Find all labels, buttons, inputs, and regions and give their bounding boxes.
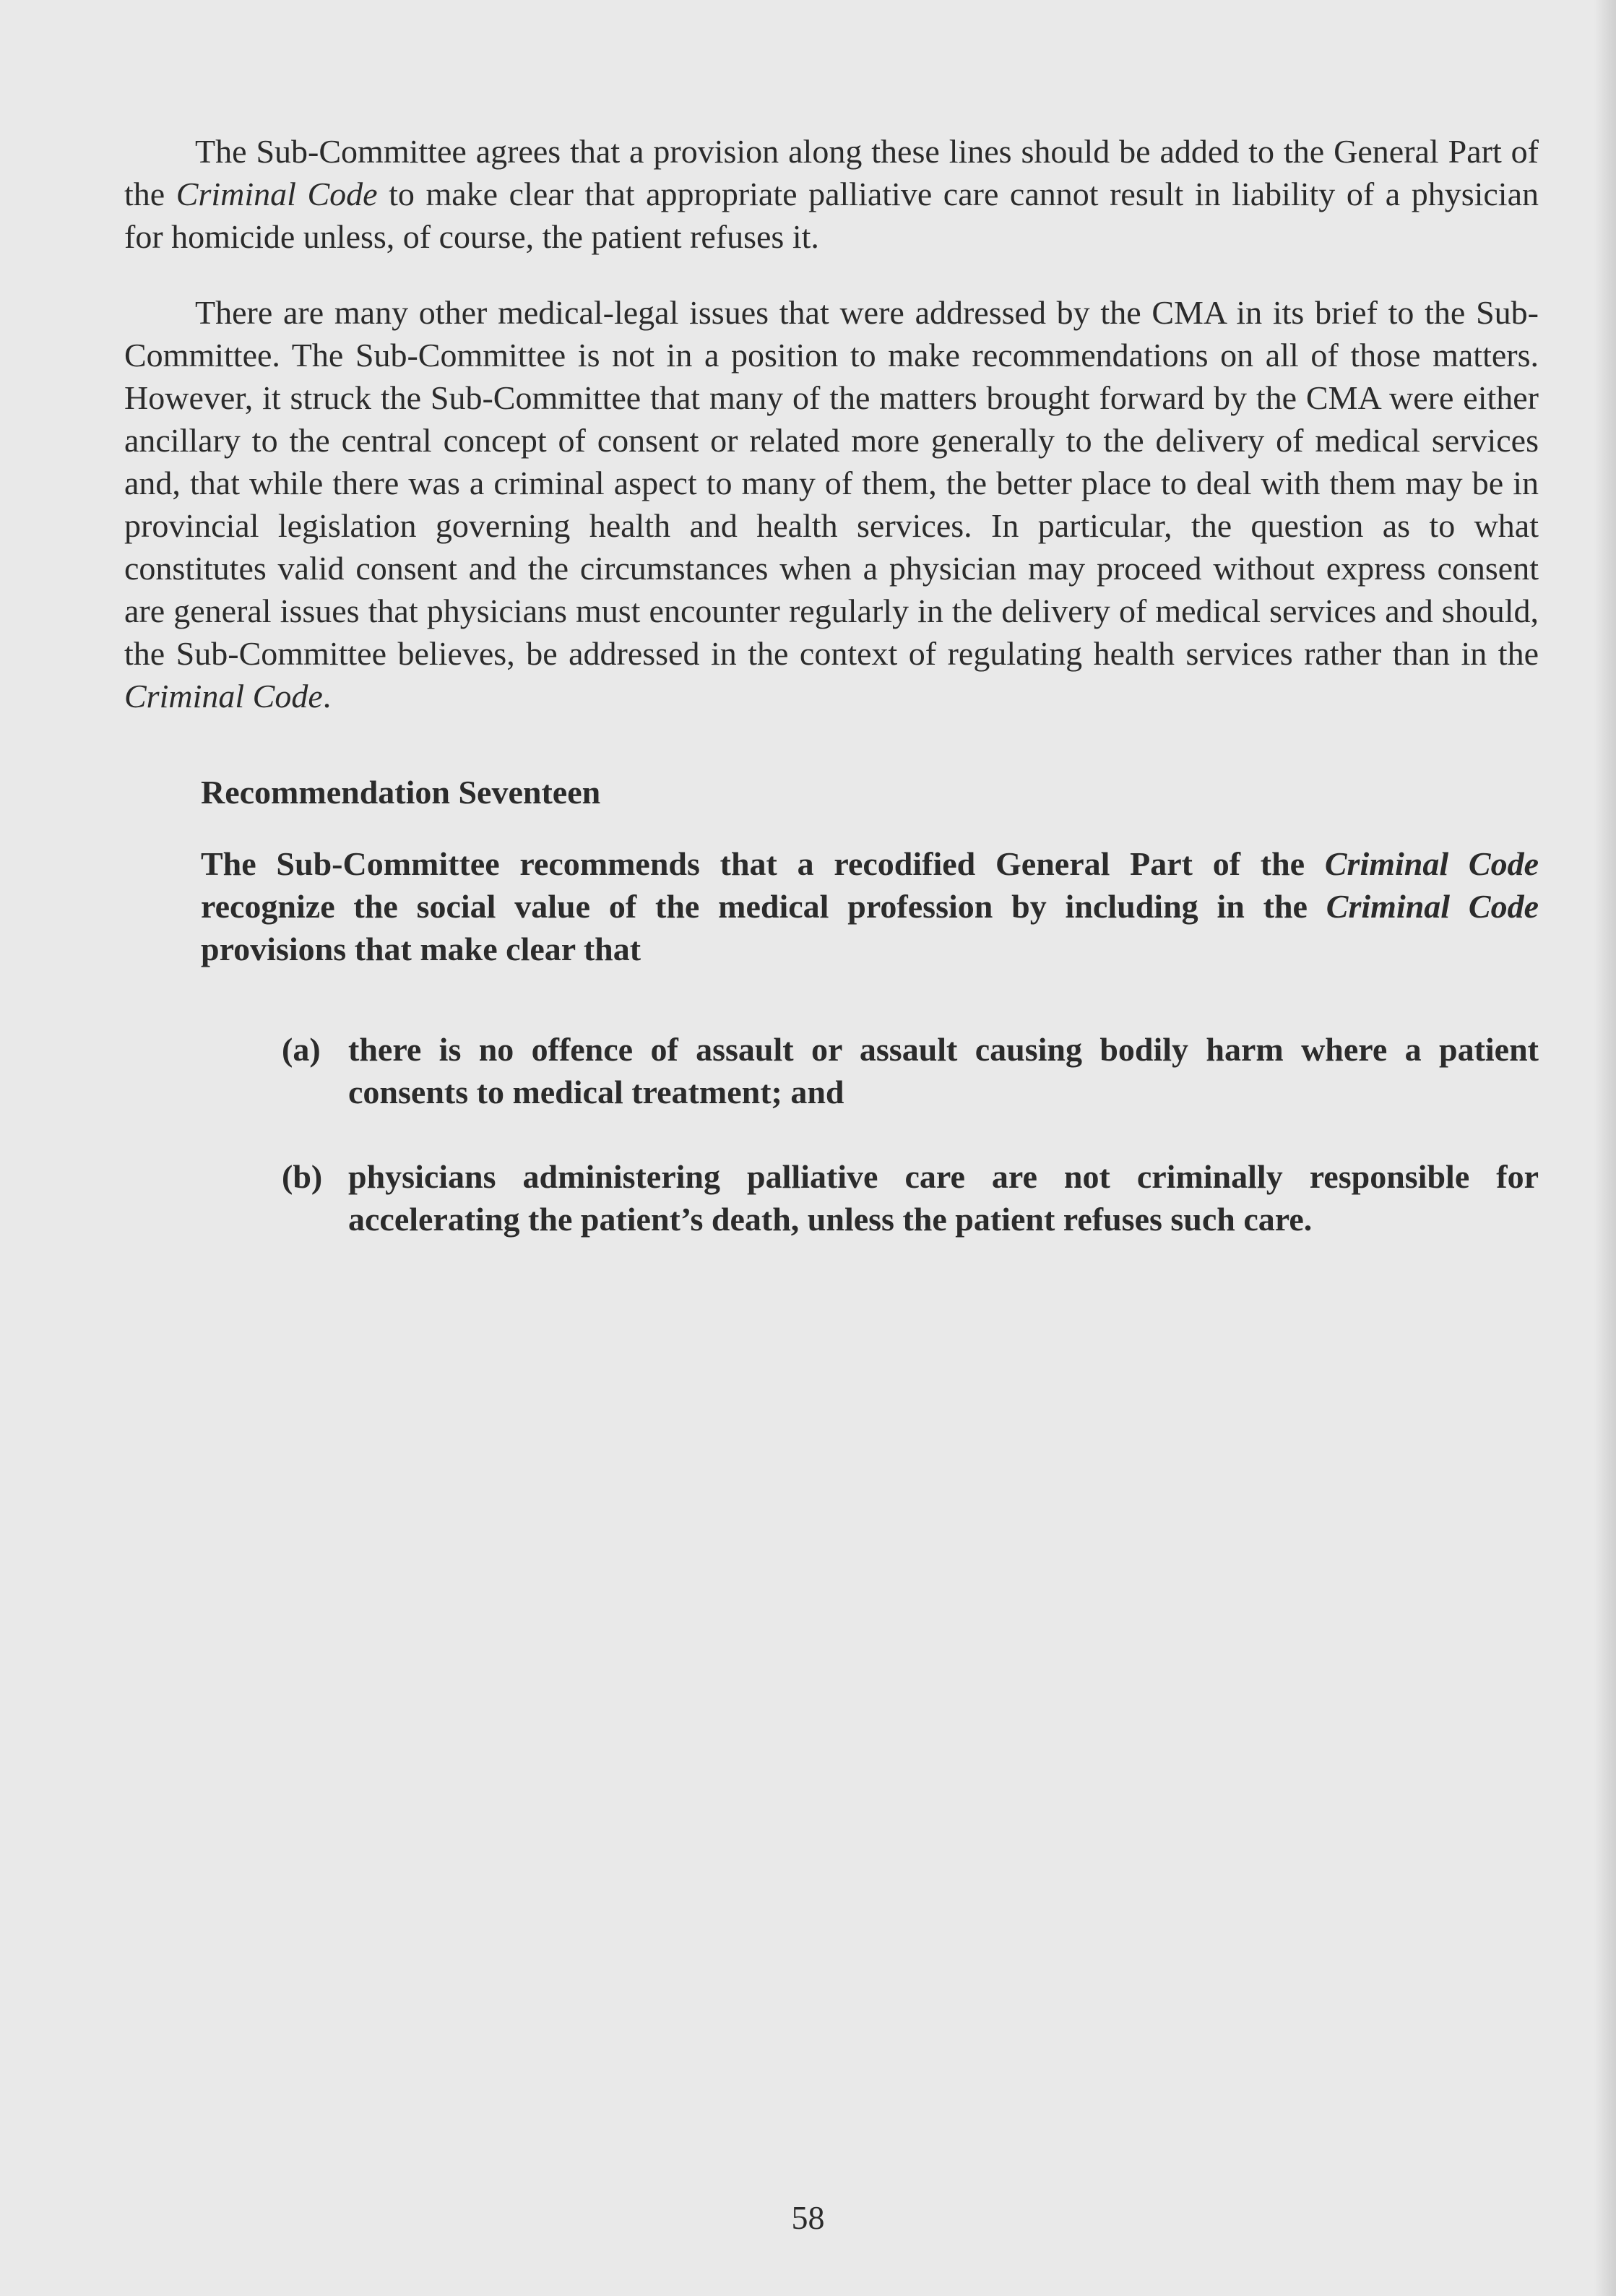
paragraph-text: to make clear that appropriate palliative care cannot result in liability of a physician for homicide unless, of course, the patient refuses it. [124,176,1539,255]
recommendation-body [201,842,1539,970]
recommendation-item-b [282,1155,1539,1240]
item-text: physicians administering palliative care are not criminally responsible for accelerating the patient’s death, unless the patient refuses such care. [348,1158,1539,1238]
recommendation-heading: Recommendation Seventeen [201,774,601,811]
paragraph-text: The Sub-Committee agrees that a provision along these lines should be added to the General Part of the [124,133,1539,212]
document-body [124,130,1539,1240]
item-marker: (b) [282,1158,323,1195]
paragraph-medical-legal-issues [124,291,1539,717]
italic-criminal-code: Criminal Code [124,678,323,715]
item-text: there is no offence of assault or assault causing bodily harm where a patient consents to medical treatment; and [348,1031,1539,1110]
recommendation-item-a [282,1028,1539,1113]
recommendation-text: recognize the social value of the medical profession by including in the [201,888,1326,925]
paragraph-text: There are many other medical-legal issues that were addressed by the CMA in its brief to the Sub-Committee. The Sub-Committee is not in a position to make recommendations on all of those matters. However, it struck the Sub-Committee that many of the matters brought forward by the CMA were either ancillary to the central concept of consent or related more generally to the delivery of medical services and, that while there was a criminal aspect to many of them, the better place to deal with them may be in provincial legislation governing health and health services. In particular, the question as to what constitutes valid consent and the circumstances when a physician may proceed without express consent are general issues that physicians must encounter regularly in the delivery of medical services and should, the Sub-Committee believes, be addressed in the context of regulating health services rather than in the [124,294,1539,672]
paragraph-palliative-provision [124,130,1539,258]
page-number: 58 [791,2199,825,2236]
italic-criminal-code: Criminal Code [176,176,378,212]
page-edge-shadow [1594,0,1616,2296]
paragraph-text: . [322,678,332,715]
italic-criminal-code: Criminal Code [1326,888,1539,925]
recommendation-text: provisions that make clear that [201,931,641,967]
item-marker: (a) [282,1031,321,1068]
recommendation-text: The Sub-Committee recommends that a recodified General Part of the [201,845,1325,882]
italic-criminal-code: Criminal Code [1324,845,1539,882]
